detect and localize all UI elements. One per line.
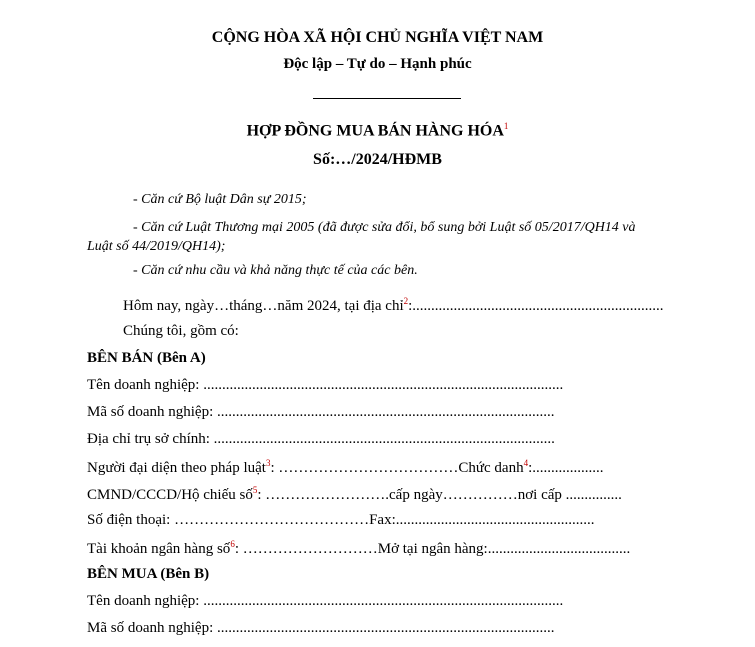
buyer-tax-code: Mã số doanh nghiệp: ..........................................................................................: [87, 620, 555, 636]
seller-tax-code: Mã số doanh nghiệp: ..........................................................................................: [87, 404, 555, 420]
contract-number: Số:…/2024/HĐMB: [313, 151, 442, 168]
seller-rep-label: Người đại diện theo pháp luật: [87, 460, 266, 476]
seller-representative: [87, 458, 604, 477]
footnote-1: 1: [503, 121, 509, 131]
intro-date-text: Hôm nay, ngày…tháng…năm 2024, tại địa chỉ: [123, 298, 404, 314]
seller-id-document: [87, 485, 622, 504]
buyer-company: Tên doanh nghiệp: ................................................................................................: [87, 593, 564, 609]
seller-bank-fill: : ………………………Mở tại ngân hàng:......................................: [234, 541, 631, 557]
seller-heading: BÊN BÁN (Bên A): [87, 350, 206, 366]
buyer-heading: BÊN MUA (Bên B): [87, 566, 210, 582]
intro-address-fill: :...................................................................: [408, 298, 664, 314]
seller-bank-account: [87, 539, 630, 558]
footnote-5: 5: [252, 485, 258, 495]
seller-address: Địa chỉ trụ sở chính: ...........................................................................................: [87, 431, 555, 447]
seller-id-fill: : …………………….cấp ngày……………nơi cấp ...............: [257, 487, 622, 503]
seller-rep-fill: : ………………………………Chức danh: [270, 460, 524, 476]
motto: Độc lập – Tự do – Hạnh phúc: [283, 56, 472, 72]
nation-heading: CỘNG HÒA XÃ HỘI CHỦ NGHĨA VIỆT NAM: [211, 29, 544, 46]
seller-id-label: CMND/CCCD/Hộ chiếu số: [87, 487, 253, 503]
basis-commercial-law-cont: Luật số 44/2019/QH14);: [87, 239, 226, 254]
basis-needs: - Căn cứ nhu cầu và khả năng thực tế của các bên.: [133, 263, 418, 278]
seller-title-fill: :...................: [528, 460, 604, 476]
basis-commercial-law: - Căn cứ Luật Thương mại 2005 (đã được sửa đổi, bổ sung bởi Luật số 05/2017/QH14 và: [133, 220, 636, 235]
intro-date-line: [123, 296, 664, 315]
seller-bank-label: Tài khoản ngân hàng số: [87, 541, 231, 557]
motto-underline: [313, 98, 461, 99]
basis-civil-code: - Căn cứ Bộ luật Dân sự 2015;: [133, 192, 307, 207]
footnote-2: 2: [403, 296, 409, 306]
footnote-4: 4: [523, 458, 529, 468]
intro-parties: Chúng tôi, gồm có:: [123, 323, 239, 339]
contract-title-text: HỢP ĐỒNG MUA BÁN HÀNG HÓA: [246, 122, 504, 140]
seller-phone-fax: Số điện thoại: …………………………………Fax:.....................................................: [87, 512, 595, 528]
seller-company: Tên doanh nghiệp: ................................................................................................: [87, 377, 564, 393]
footnote-3: 3: [265, 458, 271, 468]
contract-title: [0, 121, 755, 140]
footnote-6: 6: [230, 539, 235, 549]
